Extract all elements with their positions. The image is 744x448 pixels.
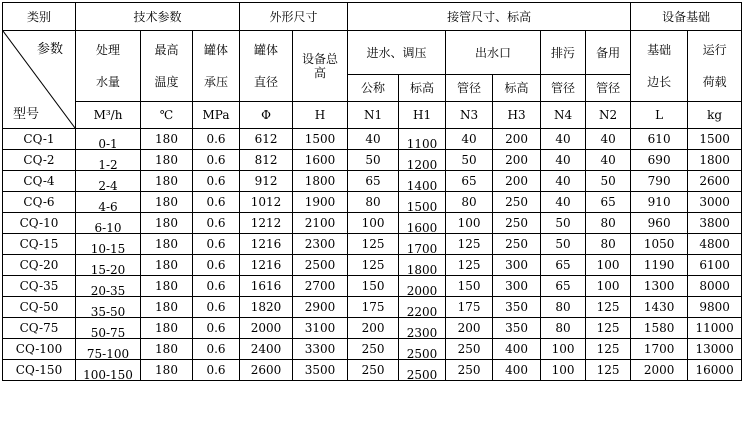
unit-temp: ℃ bbox=[141, 102, 193, 129]
cell-height: 2300 bbox=[293, 234, 348, 255]
table-row bbox=[3, 255, 742, 276]
load-header: 运行 荷载 bbox=[688, 31, 742, 102]
cell-height: 2100 bbox=[293, 213, 348, 234]
table-row bbox=[3, 129, 742, 150]
cell-n4: 40 bbox=[541, 171, 586, 192]
cell-h1: 1500 bbox=[399, 192, 446, 213]
cell-base-side: 1050 bbox=[631, 234, 688, 255]
capacity-header: 处理 水量 bbox=[76, 31, 141, 102]
param-model-diagonal-cell bbox=[3, 31, 76, 129]
model-label: 型号 bbox=[13, 107, 40, 122]
spec-table bbox=[2, 2, 742, 381]
cell-height: 2500 bbox=[293, 255, 348, 276]
inlet-header: 进水、调压 bbox=[348, 31, 446, 75]
cell-load: 1500 bbox=[688, 129, 742, 150]
unit-n4: N4 bbox=[541, 102, 586, 129]
cell-model: CQ-75 bbox=[3, 318, 76, 339]
cell-pressure: 0.6 bbox=[193, 171, 240, 192]
header-row-2 bbox=[3, 31, 742, 75]
foundation-header: 设备基础 bbox=[631, 3, 742, 31]
cell-pressure: 0.6 bbox=[193, 276, 240, 297]
cell-load: 16000 bbox=[688, 360, 742, 381]
cell-height: 1600 bbox=[293, 150, 348, 171]
unit-l: L bbox=[631, 102, 688, 129]
cell-h3: 350 bbox=[493, 318, 541, 339]
cell-diameter: 1212 bbox=[240, 213, 293, 234]
drain-pipe-dia-subheader: 管径 bbox=[541, 75, 586, 102]
cell-diameter: 1616 bbox=[240, 276, 293, 297]
cell-base-side: 2000 bbox=[631, 360, 688, 381]
cell-n2: 100 bbox=[586, 276, 631, 297]
cell-height: 3100 bbox=[293, 318, 348, 339]
cell-pressure: 0.6 bbox=[193, 339, 240, 360]
cell-pressure: 0.6 bbox=[193, 255, 240, 276]
cell-load: 11000 bbox=[688, 318, 742, 339]
cell-base-side: 1190 bbox=[631, 255, 688, 276]
cell-base-side: 910 bbox=[631, 192, 688, 213]
cell-h1: 1200 bbox=[399, 150, 446, 171]
cell-diameter: 1216 bbox=[240, 255, 293, 276]
cell-h1: 1800 bbox=[399, 255, 446, 276]
unit-height: H bbox=[293, 102, 348, 129]
cell-load: 1800 bbox=[688, 150, 742, 171]
unit-diameter: Φ bbox=[240, 102, 293, 129]
cell-n3: 65 bbox=[446, 171, 493, 192]
cell-n1: 65 bbox=[348, 171, 399, 192]
unit-capacity: M³/h bbox=[76, 102, 141, 129]
cell-capacity: 10-15 bbox=[76, 234, 141, 255]
cell-pressure: 0.6 bbox=[193, 297, 240, 318]
cell-n4: 50 bbox=[541, 234, 586, 255]
cell-capacity: 20-35 bbox=[76, 276, 141, 297]
cell-pressure: 0.6 bbox=[193, 360, 240, 381]
cell-n3: 125 bbox=[446, 255, 493, 276]
cell-model: CQ-10 bbox=[3, 213, 76, 234]
cell-height: 1500 bbox=[293, 129, 348, 150]
table-row bbox=[3, 192, 742, 213]
cell-max-temp: 180 bbox=[141, 360, 193, 381]
cell-capacity: 4-6 bbox=[76, 192, 141, 213]
table-row bbox=[3, 276, 742, 297]
cell-h3: 250 bbox=[493, 192, 541, 213]
drain-header: 排污 bbox=[541, 31, 586, 75]
cell-load: 3800 bbox=[688, 213, 742, 234]
cell-h1: 2000 bbox=[399, 276, 446, 297]
cell-max-temp: 180 bbox=[141, 234, 193, 255]
cell-n3: 80 bbox=[446, 192, 493, 213]
total-height-header: 设备总 高 bbox=[293, 31, 348, 102]
cell-max-temp: 180 bbox=[141, 150, 193, 171]
elevation-subheader: 标高 bbox=[399, 75, 446, 102]
spare-pipe-dia-subheader: 管径 bbox=[586, 75, 631, 102]
cell-h1: 2500 bbox=[399, 360, 446, 381]
cell-n1: 50 bbox=[348, 150, 399, 171]
cell-height: 2700 bbox=[293, 276, 348, 297]
cell-n4: 80 bbox=[541, 297, 586, 318]
unit-pressure: MPa bbox=[193, 102, 240, 129]
cell-model: CQ-2 bbox=[3, 150, 76, 171]
cell-n4: 65 bbox=[541, 255, 586, 276]
cell-h1: 2300 bbox=[399, 318, 446, 339]
cell-diameter: 2600 bbox=[240, 360, 293, 381]
cell-n4: 100 bbox=[541, 339, 586, 360]
cell-diameter: 2000 bbox=[240, 318, 293, 339]
cell-pressure: 0.6 bbox=[193, 234, 240, 255]
param-label: 参数 bbox=[36, 42, 63, 57]
nominal-subheader: 公称 bbox=[348, 75, 399, 102]
cell-n4: 40 bbox=[541, 129, 586, 150]
outer-size-header: 外形尺寸 bbox=[240, 3, 348, 31]
cell-n4: 40 bbox=[541, 192, 586, 213]
cell-model: CQ-100 bbox=[3, 339, 76, 360]
cell-max-temp: 180 bbox=[141, 213, 193, 234]
unit-h3: H3 bbox=[493, 102, 541, 129]
cell-n1: 200 bbox=[348, 318, 399, 339]
base-side-header: 基础 边长 bbox=[631, 31, 688, 102]
cell-load: 13000 bbox=[688, 339, 742, 360]
cell-n3: 250 bbox=[446, 360, 493, 381]
cell-h3: 300 bbox=[493, 255, 541, 276]
cell-n3: 125 bbox=[446, 234, 493, 255]
cell-capacity: 100-150 bbox=[76, 360, 141, 381]
cell-n2: 50 bbox=[586, 171, 631, 192]
cell-h1: 2200 bbox=[399, 297, 446, 318]
cell-n3: 250 bbox=[446, 339, 493, 360]
cell-h3: 300 bbox=[493, 276, 541, 297]
cell-diameter: 2400 bbox=[240, 339, 293, 360]
cell-h3: 250 bbox=[493, 234, 541, 255]
cell-n4: 50 bbox=[541, 213, 586, 234]
cell-load: 2600 bbox=[688, 171, 742, 192]
cell-capacity: 50-75 bbox=[76, 318, 141, 339]
cell-n1: 100 bbox=[348, 213, 399, 234]
cell-pressure: 0.6 bbox=[193, 150, 240, 171]
cell-n4: 40 bbox=[541, 150, 586, 171]
cell-diameter: 612 bbox=[240, 129, 293, 150]
unit-n3: N3 bbox=[446, 102, 493, 129]
cell-n2: 80 bbox=[586, 213, 631, 234]
cell-height: 1900 bbox=[293, 192, 348, 213]
outlet-elevation-subheader: 标高 bbox=[493, 75, 541, 102]
cell-n1: 125 bbox=[348, 234, 399, 255]
cell-max-temp: 180 bbox=[141, 171, 193, 192]
cell-n4: 80 bbox=[541, 318, 586, 339]
cell-n3: 40 bbox=[446, 129, 493, 150]
cell-n1: 175 bbox=[348, 297, 399, 318]
cell-capacity: 15-20 bbox=[76, 255, 141, 276]
cell-pressure: 0.6 bbox=[193, 129, 240, 150]
cell-n2: 40 bbox=[586, 129, 631, 150]
cell-base-side: 960 bbox=[631, 213, 688, 234]
cell-h1: 1700 bbox=[399, 234, 446, 255]
cell-base-side: 790 bbox=[631, 171, 688, 192]
cell-load: 8000 bbox=[688, 276, 742, 297]
units-row bbox=[3, 102, 742, 129]
cell-diameter: 1216 bbox=[240, 234, 293, 255]
outlet-header: 出水口 bbox=[446, 31, 541, 75]
max-temp-header: 最高 温度 bbox=[141, 31, 193, 102]
cell-model: CQ-1 bbox=[3, 129, 76, 150]
cell-model: CQ-4 bbox=[3, 171, 76, 192]
cell-n2: 125 bbox=[586, 360, 631, 381]
cell-capacity: 2-4 bbox=[76, 171, 141, 192]
cell-diameter: 912 bbox=[240, 171, 293, 192]
cell-load: 9800 bbox=[688, 297, 742, 318]
cell-n2: 125 bbox=[586, 297, 631, 318]
cell-h3: 400 bbox=[493, 360, 541, 381]
cell-max-temp: 180 bbox=[141, 339, 193, 360]
cell-n1: 250 bbox=[348, 339, 399, 360]
outlet-pipe-dia-subheader: 管径 bbox=[446, 75, 493, 102]
cell-h3: 200 bbox=[493, 171, 541, 192]
cell-diameter: 1820 bbox=[240, 297, 293, 318]
cell-base-side: 690 bbox=[631, 150, 688, 171]
tech-params-header: 技术参数 bbox=[76, 3, 240, 31]
cell-n3: 50 bbox=[446, 150, 493, 171]
cell-max-temp: 180 bbox=[141, 276, 193, 297]
pipe-size-header: 接管尺寸、标高 bbox=[348, 3, 631, 31]
cell-max-temp: 180 bbox=[141, 129, 193, 150]
cell-n2: 125 bbox=[586, 339, 631, 360]
cell-n2: 125 bbox=[586, 318, 631, 339]
cell-base-side: 1300 bbox=[631, 276, 688, 297]
cell-n2: 40 bbox=[586, 150, 631, 171]
cell-n3: 150 bbox=[446, 276, 493, 297]
unit-n1: N1 bbox=[348, 102, 399, 129]
cell-n2: 65 bbox=[586, 192, 631, 213]
unit-kg: kg bbox=[688, 102, 742, 129]
cell-pressure: 0.6 bbox=[193, 318, 240, 339]
cell-model: CQ-150 bbox=[3, 360, 76, 381]
cell-model: CQ-15 bbox=[3, 234, 76, 255]
cell-h3: 200 bbox=[493, 129, 541, 150]
cell-h3: 350 bbox=[493, 297, 541, 318]
cell-max-temp: 180 bbox=[141, 297, 193, 318]
table-row bbox=[3, 234, 742, 255]
cell-capacity: 1-2 bbox=[76, 150, 141, 171]
cell-h1: 2500 bbox=[399, 339, 446, 360]
cell-height: 1800 bbox=[293, 171, 348, 192]
cell-model: CQ-50 bbox=[3, 297, 76, 318]
cell-base-side: 1700 bbox=[631, 339, 688, 360]
cell-base-side: 1580 bbox=[631, 318, 688, 339]
cell-max-temp: 180 bbox=[141, 192, 193, 213]
cell-capacity: 0-1 bbox=[76, 129, 141, 150]
unit-n2: N2 bbox=[586, 102, 631, 129]
cell-n3: 175 bbox=[446, 297, 493, 318]
header-row-1 bbox=[3, 3, 742, 31]
cell-h1: 1100 bbox=[399, 129, 446, 150]
cell-n4: 65 bbox=[541, 276, 586, 297]
cell-load: 4800 bbox=[688, 234, 742, 255]
cell-capacity: 75-100 bbox=[76, 339, 141, 360]
cell-n1: 250 bbox=[348, 360, 399, 381]
tank-pressure-header: 罐体 承压 bbox=[193, 31, 240, 102]
unit-h1: H1 bbox=[399, 102, 446, 129]
cell-n2: 100 bbox=[586, 255, 631, 276]
cell-n1: 125 bbox=[348, 255, 399, 276]
cell-model: CQ-20 bbox=[3, 255, 76, 276]
category-header: 类别 bbox=[3, 3, 76, 31]
cell-capacity: 35-50 bbox=[76, 297, 141, 318]
table-row bbox=[3, 150, 742, 171]
cell-n1: 150 bbox=[348, 276, 399, 297]
data-body bbox=[3, 129, 742, 381]
cell-base-side: 1430 bbox=[631, 297, 688, 318]
cell-diameter: 1012 bbox=[240, 192, 293, 213]
table-row bbox=[3, 360, 742, 381]
table-row bbox=[3, 213, 742, 234]
cell-h1: 1600 bbox=[399, 213, 446, 234]
cell-max-temp: 180 bbox=[141, 318, 193, 339]
cell-height: 3500 bbox=[293, 360, 348, 381]
cell-pressure: 0.6 bbox=[193, 213, 240, 234]
cell-height: 2900 bbox=[293, 297, 348, 318]
cell-n2: 80 bbox=[586, 234, 631, 255]
table-row bbox=[3, 171, 742, 192]
cell-h3: 250 bbox=[493, 213, 541, 234]
cell-n3: 200 bbox=[446, 318, 493, 339]
table-row bbox=[3, 318, 742, 339]
cell-n1: 40 bbox=[348, 129, 399, 150]
cell-h3: 400 bbox=[493, 339, 541, 360]
cell-n1: 80 bbox=[348, 192, 399, 213]
cell-n3: 100 bbox=[446, 213, 493, 234]
spare-header: 备用 bbox=[586, 31, 631, 75]
cell-base-side: 610 bbox=[631, 129, 688, 150]
cell-diameter: 812 bbox=[240, 150, 293, 171]
cell-model: CQ-35 bbox=[3, 276, 76, 297]
cell-load: 6100 bbox=[688, 255, 742, 276]
cell-h3: 200 bbox=[493, 150, 541, 171]
tank-diameter-header: 罐体 直径 bbox=[240, 31, 293, 102]
cell-capacity: 6-10 bbox=[76, 213, 141, 234]
cell-model: CQ-6 bbox=[3, 192, 76, 213]
cell-max-temp: 180 bbox=[141, 255, 193, 276]
cell-load: 3000 bbox=[688, 192, 742, 213]
cell-n4: 100 bbox=[541, 360, 586, 381]
table-row bbox=[3, 297, 742, 318]
table-row bbox=[3, 339, 742, 360]
cell-height: 3300 bbox=[293, 339, 348, 360]
cell-pressure: 0.6 bbox=[193, 192, 240, 213]
cell-h1: 1400 bbox=[399, 171, 446, 192]
